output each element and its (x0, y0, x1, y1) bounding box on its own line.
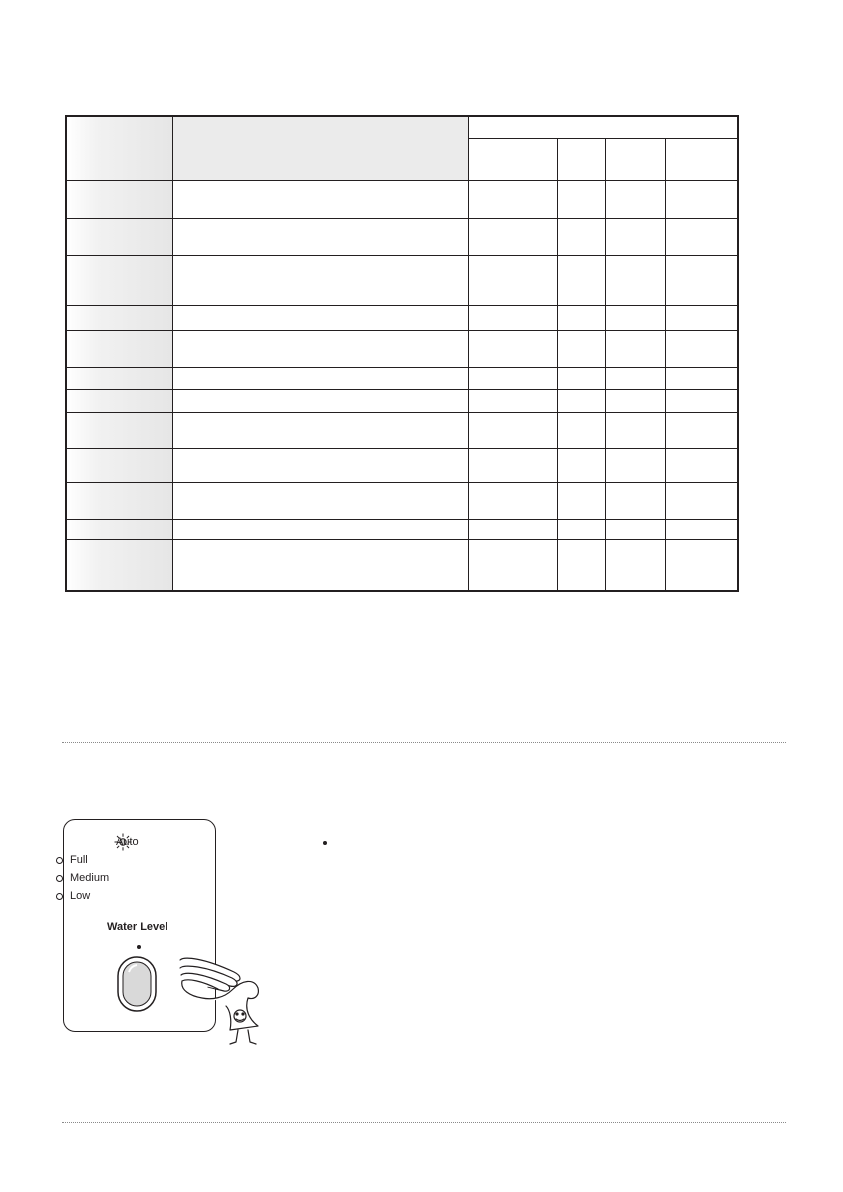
water-level-option-auto (116, 834, 139, 850)
option-label: Auto (116, 836, 139, 848)
water-level-title (107, 921, 168, 933)
subheader-cell (605, 138, 665, 180)
ring-indicator-icon (56, 893, 63, 900)
indicator-dot (137, 945, 141, 949)
option-label: Full (70, 854, 88, 866)
option-label: Medium (70, 872, 110, 884)
water-level-option-medium (56, 870, 109, 886)
header-cell-col1 (66, 116, 172, 180)
table-header-row (66, 116, 738, 138)
table-row (66, 412, 738, 448)
water-level-button-icon[interactable] (117, 956, 157, 1012)
section-divider (62, 742, 786, 743)
pointing-hand-mascot-icon (172, 950, 272, 1050)
table-row (66, 519, 738, 539)
table-row (66, 448, 738, 482)
section-divider (62, 1122, 786, 1123)
list-bullet (323, 841, 327, 845)
table-row (66, 367, 738, 389)
water-level-title-bold: Water Leve (107, 921, 166, 933)
water-level-option-full (56, 852, 88, 868)
table-row (66, 539, 738, 591)
ring-indicator-icon (56, 857, 63, 864)
table-row (66, 389, 738, 412)
ring-indicator-icon (56, 875, 63, 882)
subheader-cell (468, 138, 557, 180)
subheader-cell (557, 138, 605, 180)
table-row (66, 255, 738, 305)
header-cell-col2 (172, 116, 468, 180)
water-level-title-end: l (165, 921, 168, 933)
table-row (66, 180, 738, 218)
spec-table (65, 115, 739, 592)
table-row (66, 218, 738, 255)
table-row (66, 305, 738, 330)
water-level-option-low (56, 888, 90, 904)
table-row (66, 330, 738, 367)
header-cell-group (468, 116, 738, 138)
option-label: Low (70, 890, 91, 902)
table-row (66, 482, 738, 519)
subheader-cell (665, 138, 738, 180)
